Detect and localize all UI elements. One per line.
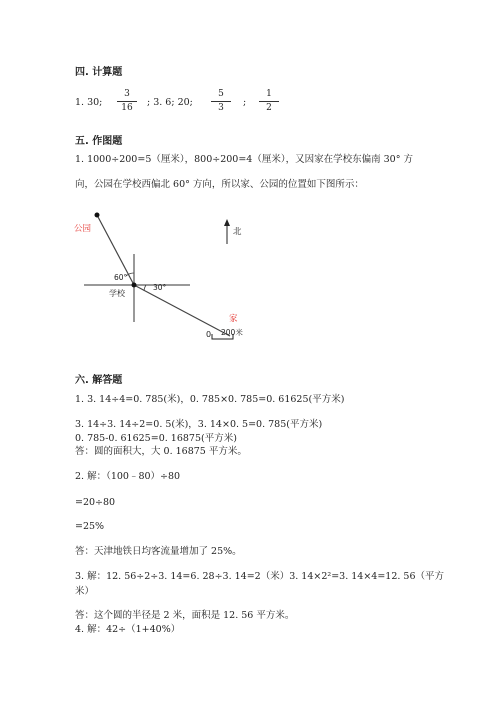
angle-30-label: 30° — [153, 283, 167, 292]
solution-line: 3. 解：12. 56÷2÷3. 14=6. 28÷3. 14=2（米）3. 14×2²=3. 14×4=12. 56（平方 — [75, 571, 445, 582]
north-label: 北 — [233, 227, 242, 237]
fraction-denominator: 2 — [266, 103, 272, 113]
solution-line: 4. 解：42÷（1+40%） — [75, 624, 181, 635]
solution-line: 答：天津地铁日均客流量增加了 25%。 — [75, 546, 242, 557]
north-arrow-icon — [224, 219, 230, 226]
section-5-title: 五. 作图题 — [75, 136, 123, 147]
solution-line: =25% — [75, 521, 105, 532]
school-label: 学校 — [109, 289, 125, 298]
solution-line: 2. 解：（100﹣80）÷80 — [75, 471, 181, 482]
park-point — [95, 213, 100, 218]
park-label: 公园 — [74, 224, 92, 234]
angle-60-label: 60° — [114, 273, 128, 282]
school-point — [132, 283, 137, 288]
fraction-denominator: 3 — [218, 103, 224, 113]
home-label: 家 — [229, 314, 238, 324]
school-to-home-line — [134, 285, 230, 336]
solution-line: 0. 785-0. 61625=0. 16875(平方米) — [75, 433, 237, 444]
scale-zero-label: 0 — [206, 330, 212, 339]
scale-value-label: 200米 — [221, 328, 243, 337]
angle-30-arc — [144, 285, 146, 291]
solution-line: 米） — [75, 586, 95, 597]
solution-line: =20÷80 — [75, 497, 116, 508]
solution-line: 1. 3. 14÷4=0. 785(米)，0. 785×0. 785=0. 61625(平方米) — [75, 394, 345, 405]
solution-line: 答：圆的面积大，大 0. 16875 平方米。 — [75, 446, 247, 457]
fraction-numerator: 1 — [266, 89, 272, 99]
fraction-denominator: 16 — [121, 103, 133, 113]
fraction-numerator: 5 — [218, 89, 224, 99]
answer-1: 1. 30; — [75, 97, 103, 108]
problem-text-line: 1. 1000÷200=5（厘米），800÷200=4（厘米），又因家在学校东偏南 30° 方 — [75, 154, 413, 165]
section-6-title: 六. 解答题 — [75, 375, 123, 386]
fraction-numerator: 3 — [124, 89, 130, 99]
section-4-title: 四. 计算题 — [75, 67, 123, 78]
answer-separator: ; — [243, 97, 247, 108]
solution-line: 3. 14÷3. 14÷2=0. 5(米)，3. 14×0. 5=0. 785(平方米) — [75, 419, 323, 430]
problem-text-line: 向，公园在学校西偏北 60° 方向，所以家、公园的位置如下图所示： — [75, 179, 364, 190]
solution-line: 答：这个圆的半径是 2 米，面积是 12. 56 平方米。 — [75, 610, 295, 621]
answer-separator: ; 3. 6; 20; — [147, 97, 193, 108]
